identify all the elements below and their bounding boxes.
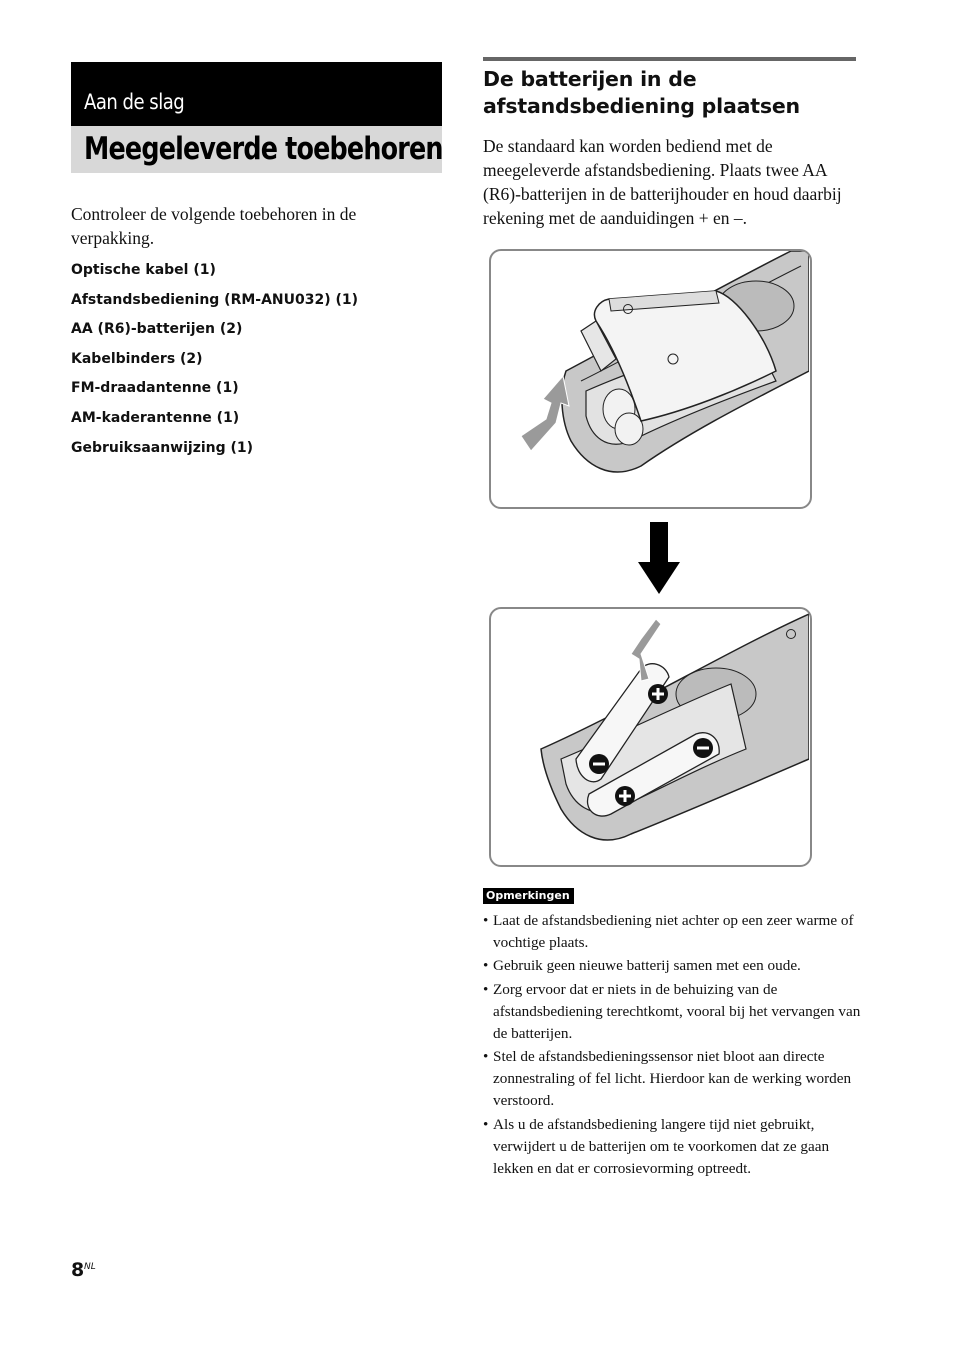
list-item: Afstandsbediening (RM-ANU032) (1) <box>71 291 359 308</box>
page-title-band <box>71 126 442 173</box>
list-item: • Zorg ervoor dat er niets in de behuizing van de afstandsbediening terechtkomt, vooral bij het vervangen van de batterijen. <box>483 979 863 1045</box>
arrow-down-icon <box>638 522 680 594</box>
page-number: 8 <box>71 1259 85 1281</box>
list-item: AM-kaderantenne (1) <box>71 409 240 426</box>
battery-insert-illustration <box>489 607 812 867</box>
notes-label: Opmerkingen <box>483 888 574 904</box>
list-item: AA (R6)-batterijen (2) <box>71 321 243 338</box>
section-header <box>71 62 442 126</box>
list-item: Kabelbinders (2) <box>71 350 203 367</box>
intro-text: Controleer de volgende toebehoren in de verpakking. <box>71 204 357 248</box>
accessory-list <box>71 260 358 467</box>
heading-rule <box>483 57 856 61</box>
list-item: Optische kabel (1) <box>71 262 216 278</box>
notes-list <box>483 910 863 1181</box>
list-item: Gebruiksaanwijzing (1) <box>71 439 254 456</box>
list-item: • Als u de afstandsbediening langere tijd niet gebruikt, verwijdert u de batterijen om te voorkomen dat ze gaan lekken en dat er corrosievorming optreedt. <box>483 1114 863 1180</box>
list-item: • Gebruik geen nieuwe batterij samen met een oude. <box>483 955 863 977</box>
instructions-text: De standaard kan worden bediend met de meegeleverde afstandsbediening. Plaats twee AA (R6)-batterijen in de batterijhouder en houd daarbij rekening met de aanduidingen + en –. <box>483 136 842 228</box>
list-item: • Stel de afstandsbedieningssensor niet bloot aan directe zonnestraling of fel licht. Hierdoor kan de werking worden verstoord. <box>483 1046 863 1112</box>
battery-cover-illustration <box>489 249 812 509</box>
list-item: FM-draadantenne (1) <box>71 380 239 397</box>
section-label: Aan de slag <box>84 90 185 114</box>
remote-batteries-icon <box>491 609 809 864</box>
list-item: • Laat de afstandsbediening niet achter op een zeer warme of vochtige plaats. <box>483 910 863 954</box>
page-title: Meegeleverde toebehoren <box>84 131 443 167</box>
page-language: NL <box>84 1262 96 1272</box>
remote-open-cover-icon <box>491 251 809 506</box>
section-heading: De batterijen in de afstandsbediening plaatsen <box>483 67 800 118</box>
